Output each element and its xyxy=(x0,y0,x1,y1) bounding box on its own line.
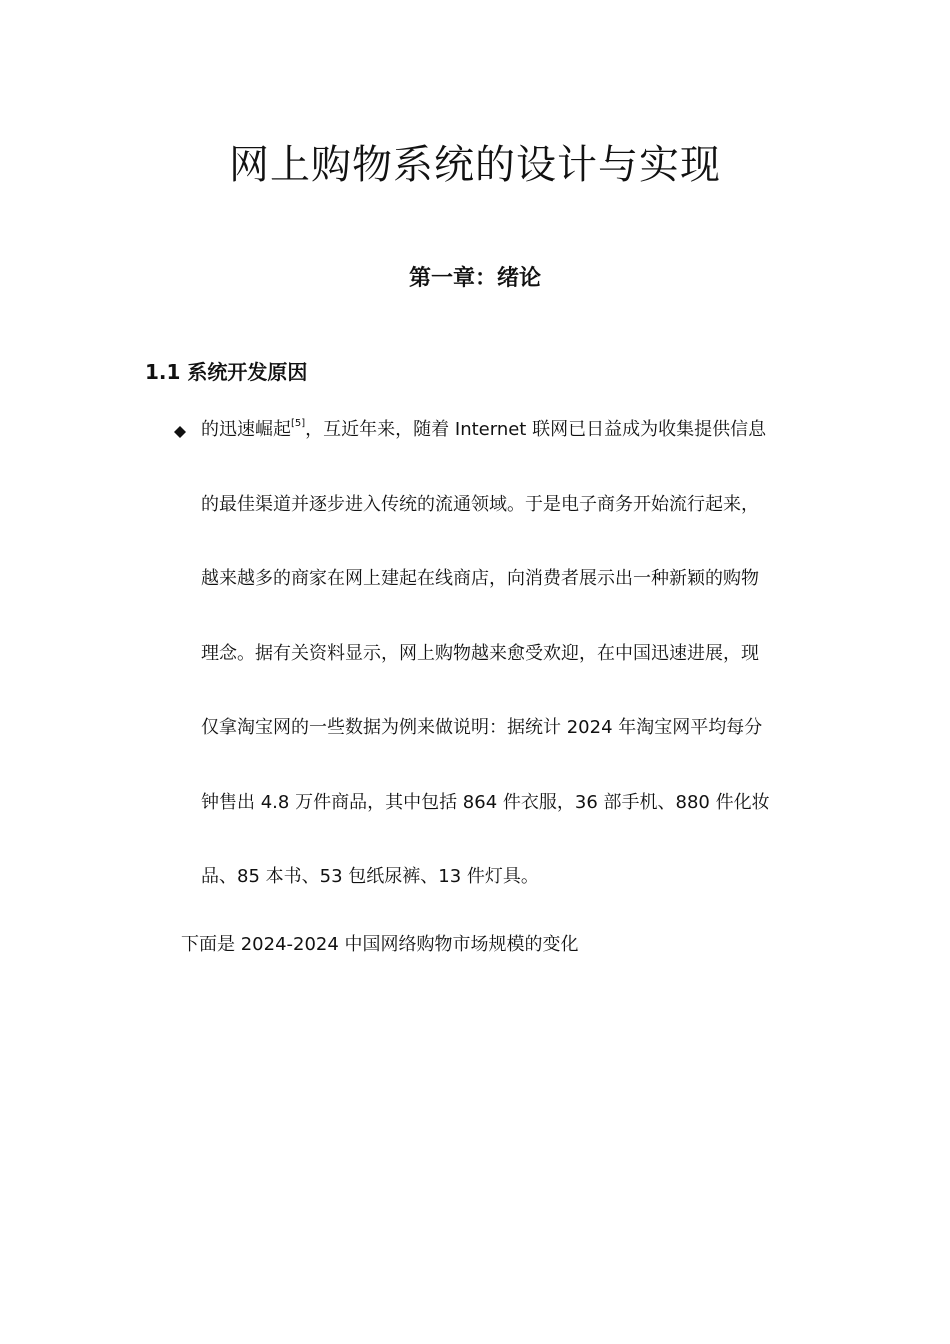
document-title: 网上购物系统的设计与实现 xyxy=(229,142,721,188)
paragraph-line: 越来越多的商家在网上建起在线商店，向消费者展示出一种新颖的购物 xyxy=(201,568,759,589)
chart-intro-text: 下面是 2024-2024 中国网络购物市场规模的变化 xyxy=(181,934,579,955)
line-text: ，互近年来，随着 Internet 联网已日益成为收集提供信息 xyxy=(305,419,767,440)
citation-reference: [5] xyxy=(291,418,306,429)
paragraph-line: 钟售出 4.8 万件商品，其中包括 864 件衣服，36 部手机、880 件化妆 xyxy=(201,791,770,813)
diamond-bullet-icon xyxy=(174,426,186,438)
paragraph-line: 品、85 本书、53 包纸尿裤、13 件灯具。 xyxy=(201,866,539,887)
bullet-text xyxy=(201,393,821,915)
paragraph-line: 仅拿淘宝网的一些数据为例来做说明：据统计 2024 年淘宝网平均每分 xyxy=(201,717,763,738)
line-text: 的迅速崛起 xyxy=(201,419,291,440)
chapter-heading: 第一章：绪论 xyxy=(408,266,541,291)
paragraph-line: 的最佳渠道并逐步进入传统的流通领域。于是电子商务开始流行起来， xyxy=(201,493,759,515)
paragraph-line xyxy=(201,393,821,468)
section-heading: 1.1 系统开发原因 xyxy=(145,360,308,384)
paragraph-line: 理念。据有关资料显示，网上购物越来愈受欢迎，在中国迅速进展，现 xyxy=(201,642,759,664)
